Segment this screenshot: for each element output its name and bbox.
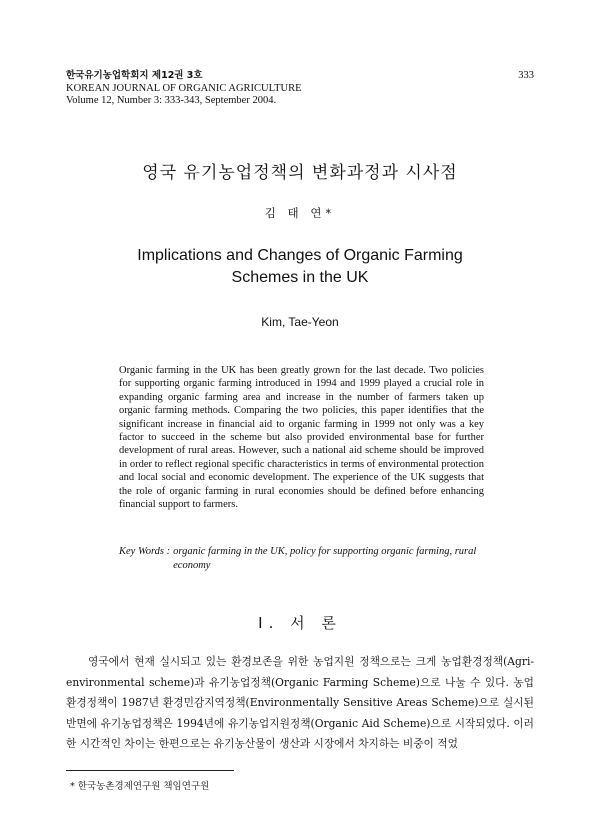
journal-title-en: KOREAN JOURNAL OF ORGANIC AGRICULTURE xyxy=(66,82,302,94)
footnote: * 한국농촌경제연구원 책임연구원 xyxy=(70,781,210,792)
volume-info: Volume 12, Number 3: 333-343, September 2004. xyxy=(66,95,277,106)
author-english: Kim, Tae-Yeon xyxy=(261,315,339,329)
body-paragraph: 영국에서 현재 실시되고 있는 환경보존을 위한 농업지원 정책으로는 크게 농업환경정책(Agri-environmental scheme)과 유기농업정책(Organic Farming Scheme)으로 나눌 수 있다. 농업환경정책이 1987년 환경민감지역정책(Environmentally Sensitive Areas Scheme)으로 실시된 반면에 유기농업정책은 1994년에 유기농업지원정책(Organic Aid Scheme)으로 시작되었다. 이러한 시간적인 차이는 한편으로는 유기농산물이 생산과 시장에서 차지하는 비중이 적었 xyxy=(66,655,534,750)
keywords xyxy=(119,545,499,572)
title-english-line1: Implications and Changes of Organic Farming xyxy=(137,247,463,264)
journal-header xyxy=(66,70,536,108)
title-english xyxy=(0,245,600,289)
keywords-label: Key Words : xyxy=(119,546,171,557)
keywords-text: organic farming in the UK, policy for supporting organic farming, rural economy xyxy=(173,546,477,571)
abstract: Organic farming in the UK has been greatly grown for the last decade. Two policies for supporting organic farming introduced in 1994 and 1999 played a crucial role in expanding organic farming area and increase in the number of farmers taken up organic farming methods. Comparing the two policies, this paper identifies that the significant increase in financial aid to organic farming in 1999 not only was a key factor to succeed in the scheme but also provided environmental base for further development of rural areas. However, such a national aid scheme should be improved in order to reflect regional specific characteristics in terms of environmental protection and local social and economic development. The experience of the UK suggests that the role of organic farming in rural economies should be defined before enhancing financial support to farmers. xyxy=(119,365,484,511)
section-heading: Ⅰ. 서 론 xyxy=(258,614,342,632)
title-korean: 영국 유기농업정책의 변화과정과 시사점 xyxy=(142,163,458,183)
title-english-line2: Schemes in the UK xyxy=(231,269,369,286)
journal-title-ko: 한국유기농업학회지 제12권 3호 xyxy=(66,70,203,81)
author-korean: 김 태 연* xyxy=(264,206,336,220)
footnote-divider xyxy=(66,770,234,771)
page-number: 333 xyxy=(518,70,534,81)
